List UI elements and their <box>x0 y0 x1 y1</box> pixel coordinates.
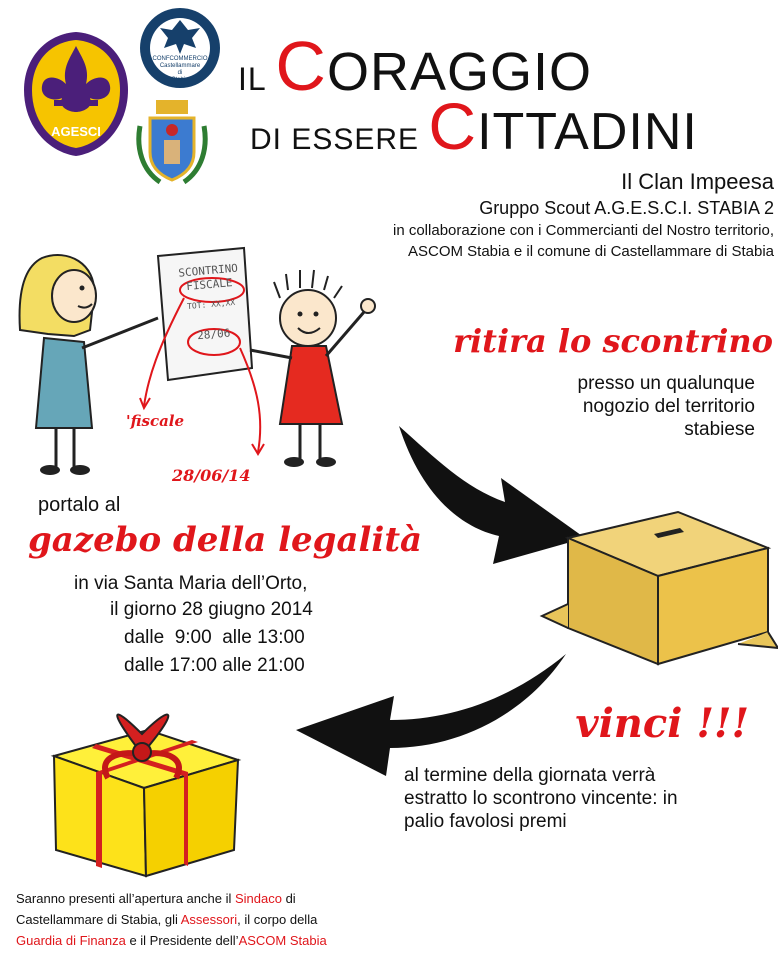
step1-line1: presso un qualunque <box>577 373 755 394</box>
label-date: 28/06/14 <box>172 466 251 485</box>
step2-line1: in via Santa Maria dell’Orto, <box>74 573 308 594</box>
ascom-line2: Castellammare <box>159 63 201 69</box>
footer-p4: , il corpo della <box>237 912 318 927</box>
ballot-box-icon <box>528 508 778 668</box>
clan-name: Il Clan Impeesa <box>621 169 774 194</box>
arrow-down-left-icon <box>290 650 570 780</box>
gift-box-icon <box>38 700 248 880</box>
step2-line4: dalle 17:00 alle 21:00 <box>124 655 305 676</box>
agesci-label: AGESCI <box>51 124 101 139</box>
step2-intro: portalo al <box>38 494 121 516</box>
step3-heading: vinci !!! <box>575 700 749 747</box>
receipt-date: 28/06 <box>196 326 231 343</box>
title-line1-cap: C <box>275 27 327 105</box>
collab-line1: in collaborazione con i Commercianti del Nostro territorio, <box>393 222 774 239</box>
title-line1-small: IL <box>238 61 276 97</box>
footer-p3: Castellammare di Stabia, gli <box>16 912 181 927</box>
receipt-line1: SCONTRINO <box>177 261 239 280</box>
title-line2-small: DI ESSERE <box>250 123 429 156</box>
step2-heading: gazebo della legalità <box>28 520 423 560</box>
title-line2-cap: C <box>428 89 478 163</box>
title-line2-rest: ITTADINI <box>477 103 698 161</box>
group-name: Gruppo Scout A.G.E.S.C.I. STABIA 2 <box>479 198 774 218</box>
receipt-line2: FISCALE <box>185 276 234 294</box>
collab-line2: ASCOM Stabia e il comune di Castellammare di Stabia <box>408 243 774 260</box>
step3-line2: estratto lo scontrono vincente: in <box>404 788 678 809</box>
footer-p5: e il Presidente dell’ <box>125 933 239 948</box>
label-fiscale: 'fiscale <box>126 412 185 430</box>
ascom-line4: Stabia <box>171 77 189 83</box>
step3-line3: palio favolosi premi <box>404 811 567 832</box>
receipt-tot: TOT: XX,XX <box>186 297 236 312</box>
step3-text <box>404 764 678 833</box>
ascom-line3: di <box>177 70 183 76</box>
footer-note <box>16 888 456 951</box>
title-line2 <box>250 88 698 164</box>
footer-guardia: Guardia di Finanza <box>16 933 126 948</box>
step1-heading: ritira lo scontrino <box>453 322 773 360</box>
ascom-logo <box>138 6 222 90</box>
step2-line2: il giorno 28 giugno 2014 <box>110 599 313 620</box>
footer-ascom: ASCOM Stabia <box>238 933 327 948</box>
step2-line3: dalle 9:00 alle 13:00 <box>124 627 305 648</box>
ascom-line1: CONFCOMMERCIO <box>152 56 208 62</box>
footer-sindaco: Sindaco <box>234 891 282 906</box>
agesci-logo <box>20 28 132 160</box>
step1-line2: nogozio del territorio <box>582 396 755 417</box>
footer-p1: Saranno presenti all’apertura anche il <box>16 891 235 906</box>
title-line1-rest: ORAGGIO <box>326 42 592 102</box>
footer-p2: di <box>281 891 296 906</box>
kids-illustration <box>8 238 408 488</box>
step1-line3: stabiese <box>684 419 755 440</box>
step3-line1: al termine della giornata verrà <box>404 765 656 786</box>
footer-assessori: Assessori <box>180 912 238 927</box>
city-crest-logo <box>130 96 214 192</box>
